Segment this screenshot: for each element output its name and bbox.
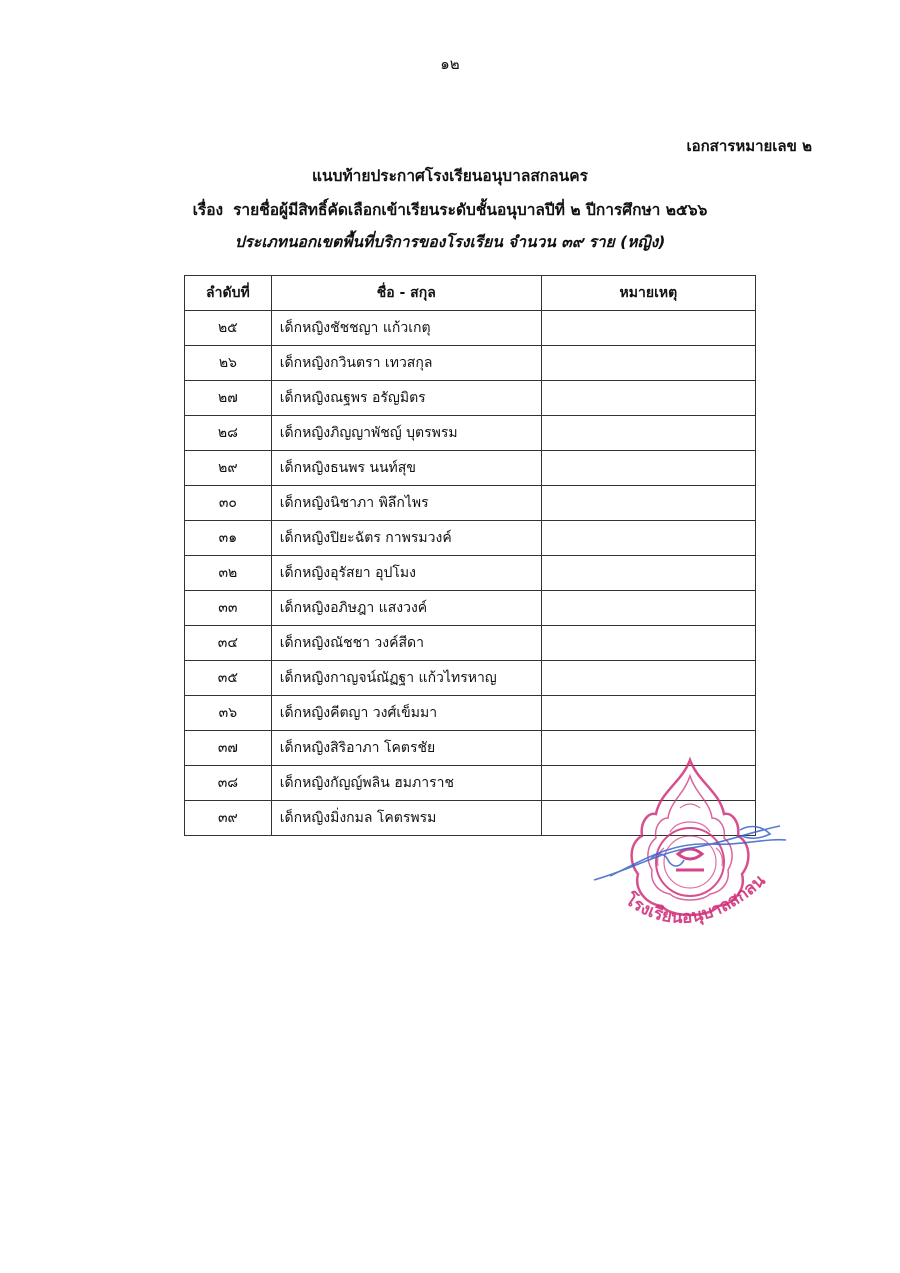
student-name-cell: เด็กหญิงกัญญ์พลิน ฮมภาราช (271, 766, 541, 801)
student-name-cell: เด็กหญิงกวินตรา เทวสกุล (271, 346, 541, 381)
row-number-cell: ๒๗ (185, 381, 272, 416)
student-name-cell: เด็กหญิงชัชชญา แก้วเกตุ (271, 311, 541, 346)
student-name-cell: เด็กหญิงกาญจน์ณัฏฐา แก้วไทรหาญ (271, 661, 541, 696)
table-header-row (185, 276, 756, 311)
remark-cell (541, 591, 755, 626)
remark-cell (541, 626, 755, 661)
category-line: ประเภทนอกเขตพื้นที่บริการของโรงเรียน จำนวน ๓๙ ราย (หญิง) (234, 233, 666, 251)
student-name-cell: เด็กหญิงมิ่งกมล โคตรพรม (271, 801, 541, 836)
seal-graphic (590, 752, 790, 952)
student-name-cell: เด็กหญิงปิยะฉัตร กาพรมวงค์ (271, 521, 541, 556)
column-header-remark: หมายเหตุ (541, 276, 755, 311)
remark-cell (541, 346, 755, 381)
remark-cell (541, 661, 755, 696)
student-name-cell: เด็กหญิงณัชชา วงค์สีดา (271, 626, 541, 661)
table-row (185, 381, 756, 416)
table-row (185, 626, 756, 661)
student-name-cell: เด็กหญิงนิชาภา พิลึกไพร (271, 486, 541, 521)
column-header-number: ลำดับที่ (185, 276, 272, 311)
remark-cell (541, 486, 755, 521)
student-name-cell: เด็กหญิงสิริอาภา โคตรชัย (271, 731, 541, 766)
remark-cell (541, 451, 755, 486)
row-number-cell: ๓๙ (185, 801, 272, 836)
row-number-cell: ๓๓ (185, 591, 272, 626)
remark-cell (541, 696, 755, 731)
remark-cell (541, 556, 755, 591)
table-row (185, 346, 756, 381)
remark-cell (541, 521, 755, 556)
table-row (185, 591, 756, 626)
school-seal-stamp (590, 752, 790, 952)
seal-text: โรงเรียนอนุบาลสกลน (621, 870, 770, 929)
table-row (185, 661, 756, 696)
row-number-cell: ๒๙ (185, 451, 272, 486)
row-number-cell: ๓๕ (185, 661, 272, 696)
column-header-name: ชื่อ - สกุล (271, 276, 541, 311)
student-name-cell: เด็กหญิงภิญญาพัชญ์ บุตรพรม (271, 416, 541, 451)
row-number-cell: ๓๐ (185, 486, 272, 521)
subject-line (0, 197, 900, 222)
page-number: ๑๒ (440, 55, 460, 73)
subject-label: เรื่อง (192, 201, 224, 219)
remark-cell (541, 416, 755, 451)
remark-cell (541, 381, 755, 416)
table-row (185, 451, 756, 486)
table-row (185, 486, 756, 521)
table-row (185, 416, 756, 451)
table-row (185, 696, 756, 731)
subject-text: รายชื่อผู้มีสิทธิ์คัดเลือกเข้าเรียนระดับชั้นอนุบาลปีที่ ๒ ปีการศึกษา ๒๕๖๖ (233, 201, 708, 219)
student-name-cell: เด็กหญิงณฐพร อรัญมิตร (271, 381, 541, 416)
row-number-cell: ๓๑ (185, 521, 272, 556)
table-row (185, 311, 756, 346)
document-reference: เอกสารหมายเลข ๒ (686, 137, 812, 155)
row-number-cell: ๒๘ (185, 416, 272, 451)
student-name-cell: เด็กหญิงคีตญา วงศ์เข็มมา (271, 696, 541, 731)
student-name-cell: เด็กหญิงธนพร นนท์สุข (271, 451, 541, 486)
row-number-cell: ๒๖ (185, 346, 272, 381)
row-number-cell: ๓๖ (185, 696, 272, 731)
row-number-cell: ๓๘ (185, 766, 272, 801)
row-number-cell: ๓๒ (185, 556, 272, 591)
row-number-cell: ๓๔ (185, 626, 272, 661)
student-name-cell: เด็กหญิงอุรัสยา อุปโมง (271, 556, 541, 591)
student-name-cell: เด็กหญิงอภิษฎา แสงวงค์ (271, 591, 541, 626)
table-row (185, 521, 756, 556)
announcement-heading: แนบท้ายประกาศโรงเรียนอนุบาลสกลนคร (312, 167, 588, 185)
table-row (185, 556, 756, 591)
row-number-cell: ๒๕ (185, 311, 272, 346)
row-number-cell: ๓๗ (185, 731, 272, 766)
remark-cell (541, 311, 755, 346)
